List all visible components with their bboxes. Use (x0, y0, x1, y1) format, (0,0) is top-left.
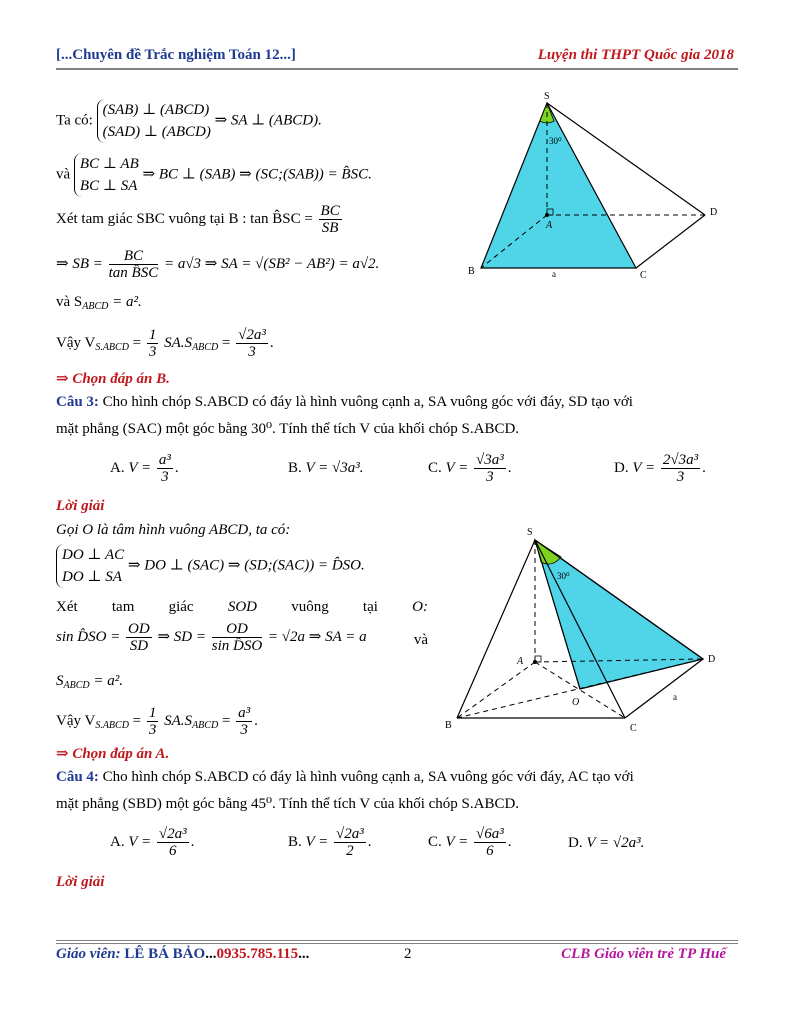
q4-loigiai: Lời giải (56, 874, 105, 890)
q2-sb-line: ⇒ SB = $\frac{BC}{\text{tan B̂SC}}$ = a√3 ⇒ SA = √(SB² − AB²) = a√2. (56, 248, 380, 281)
q4-text-2: mặt phẳng (SBD) một góc bằng 45⁰. Tính thể tích V của khối chóp S.ABCD. (56, 796, 520, 812)
fig2-face-sod (535, 540, 703, 689)
fig2-label-c: C (630, 723, 637, 734)
fig2-label-s: S (527, 527, 533, 538)
footer-club: CLB Giáo viên trẻ TP Huế (561, 946, 726, 962)
q4-option-d[interactable]: D. V = √2a³. (568, 835, 645, 851)
q3-answer: ⇒ Chọn đáp án A. (56, 746, 170, 762)
q4-option-c[interactable]: C. V = $\frac{\text{√6a³}}{6}$ . (428, 826, 512, 859)
fig2-label-a: A (517, 656, 524, 667)
fig2-label-d: D (708, 654, 716, 665)
q4-text-1: Câu 4: Cho hình chóp S.ABCD có đáy là hình vuông cạnh a, SA vuông góc với đáy, AC tạo với (56, 769, 634, 785)
fig1-edge-cd (636, 215, 705, 268)
q3-option-c[interactable]: C. V = $\frac{\text{√3a³}}{3}$ . (428, 452, 512, 485)
header-rule (56, 68, 738, 70)
q2-area-line: và $S_{ABCD} = a^2$. (56, 294, 142, 312)
footer-teacher: Giáo viên: LÊ BÁ BẢO...0935.785.115... (56, 946, 310, 962)
q4-option-a[interactable]: A. V = $\frac{\text{√2a³}}{6}$ . (110, 826, 195, 859)
fig2-label-b: B (445, 720, 452, 731)
pyramid-figure-1 (460, 88, 740, 288)
q3-xet-line: Xét tam giác SOD vuông tại O: (56, 599, 428, 615)
fig2-edge-sb (457, 540, 535, 718)
q4-option-b[interactable]: B. V = $\frac{\text{√2a³}}{2}$ . (288, 826, 372, 859)
footer-rule (56, 940, 738, 944)
fig1-label-s: S (544, 91, 550, 102)
fig1-label-d: D (710, 207, 718, 218)
fig1-face-sbc (481, 103, 636, 268)
header-left: [...Chuyên đề Trắc nghiệm Toán 12...] (56, 47, 296, 63)
page-number: 2 (404, 946, 412, 962)
fig1-label-c: C (640, 270, 647, 281)
q3-sin-line: sin D̂SO = $\frac{OD}{SD}$ ⇒ SD = $\frac{OD}{\text{sin D̂SO}}$ = √2a ⇒ SA = a và (56, 621, 428, 654)
q2-system2: và BC ⊥ AB BC ⊥ SA ⇒ BC ⊥ (SAB) ⇒ (SC;(SAB)) = B̂SC. (56, 153, 372, 197)
fig1-label-edge: a (552, 269, 556, 279)
q3-goi: Gọi O là tâm hình vuông ABCD, ta có: (56, 522, 291, 538)
q3-text-2: mặt phẳng (SAC) một góc bằng 30⁰. Tính thể tích V của khối chóp S.ABCD. (56, 421, 520, 437)
q2-answer: ⇒ Chọn đáp án B. (56, 371, 170, 387)
q2-volume-line: Vậy $V_{S.ABCD}$ = $\frac{1}{3}$ $SA.S_{ABCD}$ = $\frac{\text{√2a³}}{3}$ . (56, 327, 274, 360)
fig1-label-b: B (468, 266, 475, 277)
fig1-label-a: A (546, 220, 553, 231)
q3-option-b[interactable]: B. V = √3a³. (288, 460, 364, 476)
fig1-label-angle: 30⁰ (549, 136, 562, 146)
q3-area-line: $S_{ABCD} = a^2$. (56, 673, 123, 691)
q3-option-a[interactable]: A. V = $\frac{\text{a³}}{3}$ . (110, 452, 179, 485)
q3-system: DO ⊥ AC DO ⊥ SA ⇒ DO ⊥ (SAC) ⇒ (SD;(SAC)) = D̂SO. (56, 544, 365, 588)
fig2-label-o: O (572, 697, 580, 708)
q3-loigiai: Lời giải (56, 498, 105, 514)
pyramid-figure-2 (440, 522, 740, 737)
header-right: Luyện thi THPT Quốc gia 2018 (537, 47, 734, 63)
q3-option-d[interactable]: D. V = $\frac{\text{2√3a³}}{3}$ . (614, 452, 706, 485)
fig2-label-edge: a (673, 692, 677, 702)
q2-tan-line: Xét tam giác SBC vuông tại B : tan B̂SC = $\frac{BC}{SB}$ (56, 203, 340, 236)
q2-system1: Ta có: (SAB) ⊥ (ABCD) (SAD) ⊥ (ABCD) ⇒ SA ⊥ (ABCD). (56, 99, 322, 143)
q3-text-1: Câu 3: Cho hình chóp S.ABCD có đáy là hình vuông cạnh a, SA vuông góc với đáy, SD tạo với (56, 394, 633, 410)
fig2-label-angle: 30⁰ (557, 571, 570, 581)
q3-volume-line: Vậy $V_{S.ABCD}$ = $\frac{1}{3}$ $SA.S_{ABCD}$ = $\frac{\text{a³}}{3}$ . (56, 705, 258, 738)
